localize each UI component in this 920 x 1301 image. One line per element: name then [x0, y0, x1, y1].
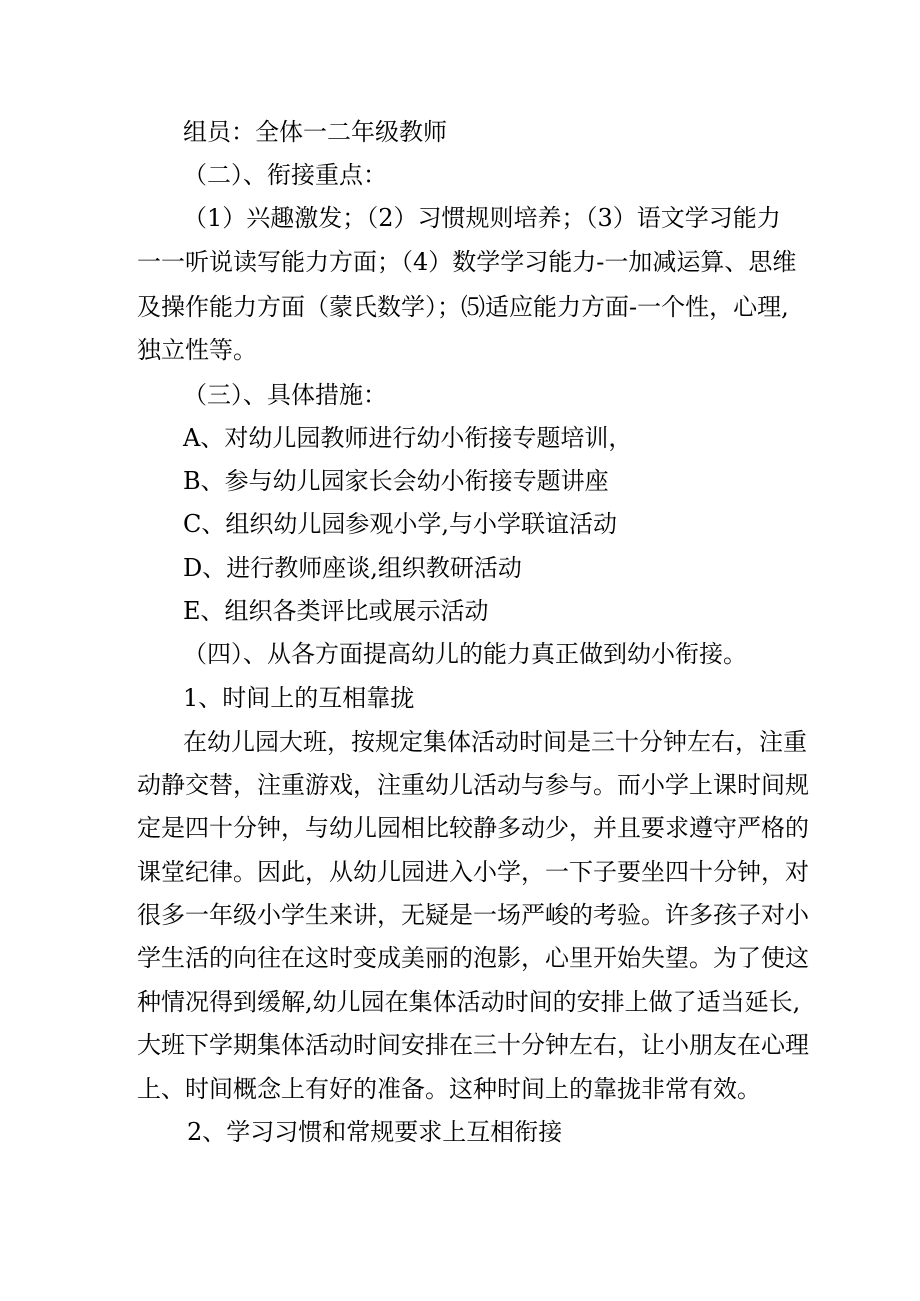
paragraph-line: 及操作能力方面（蒙氏数学）；⑸适应能力方面-一个性，心理,	[137, 293, 789, 321]
paragraph-line: 独立性等。	[137, 336, 257, 364]
paragraph-line: 大班下学期集体活动时间安排在三十分钟左右，让小朋友在心理	[137, 1031, 809, 1059]
list-item: A、对幼儿园教师进行幼小衔接专题培训，	[183, 424, 633, 452]
section-four-heading: （四）、从各方面提高幼儿的能力真正做到幼小衔接。	[183, 640, 747, 668]
paragraph-line: 一一听说读写能力方面；（4）数学学习能力-一加减运算、思维	[137, 248, 797, 276]
list-item: D、进行教师座谈,组织教研活动	[183, 554, 522, 582]
paragraph-line: 课堂纪律。因此，从幼儿园进入小学，一下子要坐四十分钟，对	[137, 858, 809, 886]
list-item: E、组织各类评比或展示活动	[183, 597, 489, 625]
paragraph-line: 动静交替，注重游戏，注重幼儿活动与参与。而小学上课时间规	[137, 771, 809, 799]
paragraph-line: 上、时间概念上有好的准备。这种时间上的靠拢非常有效。	[137, 1075, 761, 1103]
list-item: C、组织幼儿园参观小学,与小学联谊活动	[183, 510, 617, 538]
paragraph-line: 定是四十分钟，与幼儿园相比较静多动少，并且要求遵守严格的	[137, 814, 809, 842]
subsection-title: 2、学习习惯和常规要求上互相衔接	[187, 1118, 563, 1146]
paragraph-line: 在幼儿园大班，按规定集体活动时间是三十分钟左右，注重	[183, 728, 807, 756]
list-item: B、参与幼儿园家长会幼小衔接专题讲座	[183, 467, 609, 495]
members-line: 组员：全体一二年级教师	[183, 118, 447, 146]
paragraph-line: 学生活的向往在这时变成美丽的泡影，心里开始失望。为了使这	[137, 944, 809, 972]
paragraph-line: 很多一年级小学生来讲，无疑是一场严峻的考验。许多孩子对小	[137, 901, 809, 929]
paragraph-line: （1）兴趣激发；（2）习惯规则培养；（3）语文学习能力	[183, 204, 781, 232]
subsection-title: 1、时间上的互相靠拢	[183, 684, 415, 712]
section-three-heading: （三）、具体措施：	[183, 381, 387, 409]
paragraph-line: 种情况得到缓解,幼儿园在集体活动时间的安排上做了适当延长,	[137, 988, 801, 1016]
section-two-heading: （二）、衔接重点：	[183, 161, 387, 189]
